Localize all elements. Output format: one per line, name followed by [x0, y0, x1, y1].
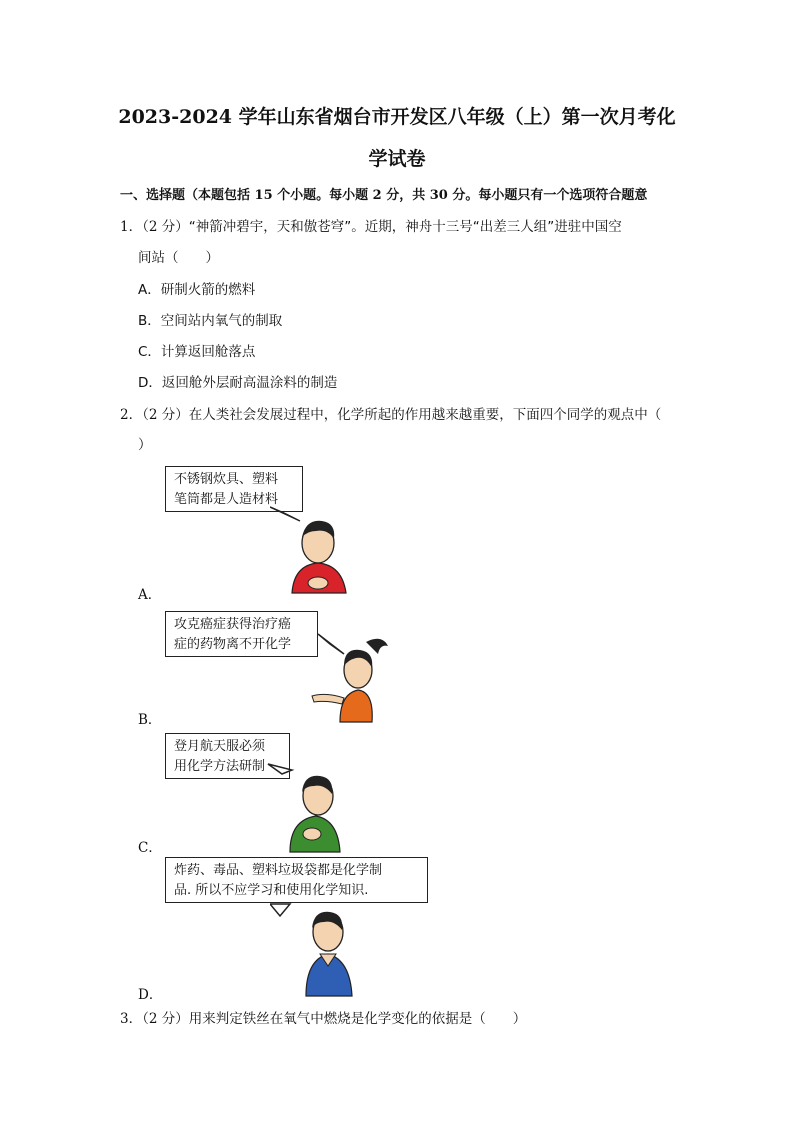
q1-option-b: B．空间站内氧气的制取	[138, 313, 283, 329]
question-2-stem	[120, 405, 661, 425]
question-2-stem-continued: ）	[138, 437, 152, 453]
student-girl-ponytail-illustration	[300, 632, 396, 724]
bubble-text: 炸药、毒品、塑料垃圾袋都是化学制	[174, 863, 383, 878]
question-text: 用来判定铁丝在氧气中燃烧是化学变化的依据是（ ）	[188, 1011, 527, 1027]
question-3-stem	[120, 1009, 526, 1029]
q1-option-c: C．计算返回舱落点	[138, 344, 256, 360]
question-number: 1．	[120, 219, 143, 235]
q2-option-a-label: A．	[138, 587, 162, 603]
question-number: 2．	[120, 407, 143, 423]
speech-bubble-d	[165, 857, 428, 903]
student-boy-red-shirt-illustration	[270, 505, 360, 597]
bubble-text: 不锈钢炊具、塑料	[174, 472, 279, 487]
question-1-stem-continued: 间站（ ）	[138, 250, 219, 266]
section-heading: 一、选择题（本题包括 15 个小题。每小题 2 分，共 30 分。每小题只有一个选项符合题意	[120, 188, 648, 203]
question-text: “神箭冲碧宇，天和傲苍穹”。近期，神舟十三号“出差三人组”进驻中国空	[188, 219, 622, 235]
bubble-text: 笔筒都是人造材料	[174, 492, 279, 507]
bubble-text: 登月航天服必须	[174, 739, 266, 754]
exam-title-line2: 学试卷	[368, 148, 426, 170]
exam-title-line1: 2023-2024 学年山东省烟台市开发区八年级（上）第一次月考化	[118, 106, 676, 128]
q1-option-a: A．研制火箭的燃料	[138, 282, 256, 298]
q2-option-d-label: D．	[138, 987, 163, 1003]
q2-option-b-label: B．	[138, 712, 162, 728]
bubble-text: 症的药物离不开化学	[174, 637, 292, 652]
bubble-text: 用化学方法研制	[174, 759, 266, 774]
q1-option-d: D．返回舱外层耐高温涂料的制造	[138, 375, 338, 391]
question-text: 在人类社会发展过程中，化学所起的作用越来越重要，下面四个同学的观点中（	[188, 407, 662, 423]
student-boy-blue-shirt-illustration	[270, 900, 366, 998]
bubble-text: 攻克癌症获得治疗癌	[174, 617, 292, 632]
bubble-text: 品. 所以不应学习和使用化学知识.	[174, 883, 369, 898]
question-score: （2 分）	[142, 407, 189, 423]
question-score: （2 分）	[142, 219, 189, 235]
student-boy-green-shirt-illustration	[262, 762, 352, 854]
q2-option-c-label: C．	[138, 840, 162, 856]
question-score: （2 分）	[142, 1011, 189, 1027]
question-1-stem	[120, 217, 622, 237]
question-number: 3．	[120, 1011, 143, 1027]
speech-bubble-b	[165, 611, 318, 657]
